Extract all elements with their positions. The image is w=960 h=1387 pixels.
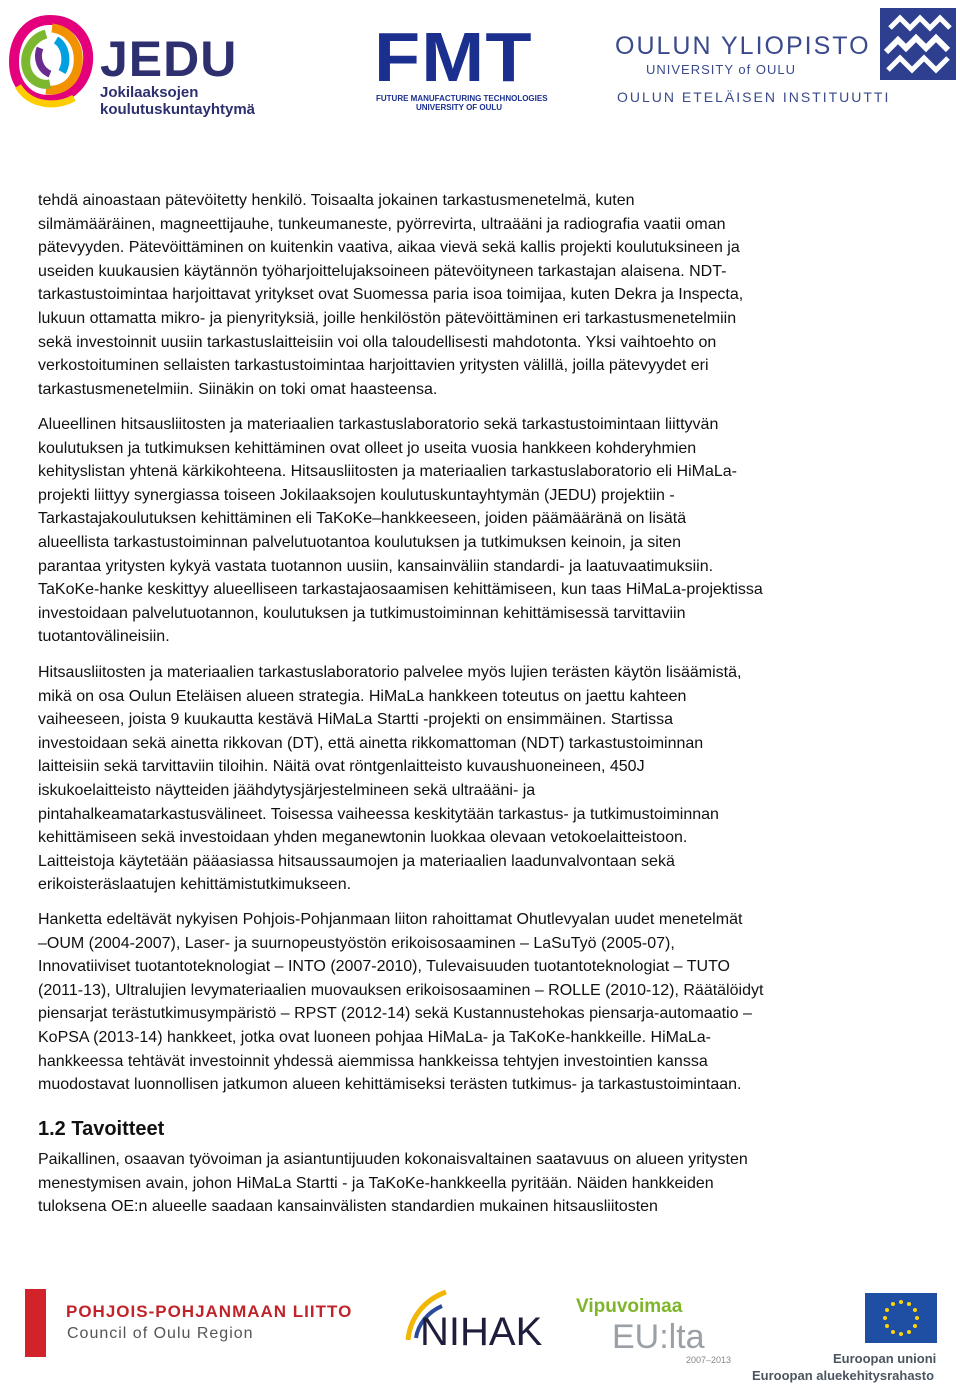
ppl-red-bar-icon xyxy=(25,1289,46,1357)
paragraph-4 xyxy=(38,908,928,1097)
text-line: tarkastustoimintaa harjoittavat yritykset ovat Suomessa paria isoa toimijaa, kuten Dekra ja Inspecta, xyxy=(38,286,744,304)
text-line: –OUM (2004-2007), Laser- ja suurnopeustyöstön erikoisosaaminen – LaSuTyö (2005-07), xyxy=(38,934,675,952)
text-line: investoidaan sekä ainetta rikkovan (DT), että ainetta rikkomattoman (NDT) tarkastustoiminnan xyxy=(38,734,704,752)
text-line: pätevyyden. Pätevöittäminen on kuitenkin vaativa, aikaa vievä sekä kallis projekti koulutuksineen ja xyxy=(38,239,740,257)
oulu-logo-sub: UNIVERSITY of OULU xyxy=(646,62,796,77)
text-line: tuloksena OE:n alueelle saadaan kansainvälisten standardien mukainen hitsausliitosten xyxy=(38,1198,658,1216)
text-line: hankkeessa tehtävät investoinnit yhdessä aiemmissa hankkeissa tehtyjen investointien kanssa xyxy=(38,1052,708,1070)
text-line: piensarjat terästutkimusympäristö – RPST (2012-14) sekä Kustannustehokas piensarja-automaatio – xyxy=(38,1005,752,1023)
text-line: mikä on osa Oulun Eteläisen alueen strategia. HiMaLa hankkeen toteutus on jaettu kahteen xyxy=(38,687,687,705)
paragraph-2 xyxy=(38,413,928,649)
text-line: investoidaan palvelutuotannon, koulutuksen ja tutkimustoiminnan kehittämisessä tarvittaviin xyxy=(38,604,686,622)
text-line: (2011-13), Ultralujien levymateriaalien muovauksen erikoisosaaminen – ROLLE (2010-12), Räätälöidyt xyxy=(38,981,764,999)
fmt-logo-sub2: UNIVERSITY OF OULU xyxy=(416,103,503,112)
eu-logo-name: Euroopan unioni xyxy=(833,1351,937,1366)
text-line: Innovatiiviset tuotantoteknologiat – INTO (2007-2010), Tulevaisuuden tuotantoteknologiat – TUTO xyxy=(38,958,730,976)
text-line: koulutuksen ja tutkimuksen kehittäminen ovat olleet jo useita vuosia hankkeen kohderyhmien xyxy=(38,439,697,457)
ppl-logo-name: POHJOIS-POHJANMAAN LIITTO xyxy=(66,1302,353,1321)
jedu-emblem-icon xyxy=(6,14,94,110)
text-line: muodostavat luonnollisen jatkumon alueen kehittämiseksi terästen tutkimus- ja tarkastustoimintaan. xyxy=(38,1076,742,1094)
text-line: TaKoKe-hanke keskittyy alueelliseen tarkastajaosaamisen kehittämiseen, kun taas HiMaLa-projektissa xyxy=(38,581,763,599)
oulu-logo-name: OULUN YLIOPISTO xyxy=(615,32,871,60)
text-line: Laitteistoja käytetään pääasiassa hitsaussaumojen ja materiaalien laadunvalvontaan sekä xyxy=(38,852,675,870)
text-line: kehittämiseen sekä investoidaan yhden meganewtonin luokkaa olevaan vetokoelaitteistoon. xyxy=(38,829,688,847)
text-line: projekti liittyy synergiassa toiseen Jokilaaksojen koulutuskuntayhtymän (JEDU) projektiin - xyxy=(38,486,675,504)
text-line: Hitsausliitosten ja materiaalien tarkastuslaboratorio palvelee myös lujien terästen käytön lisäämistä, xyxy=(38,664,742,681)
paragraph-1 xyxy=(38,189,928,401)
fmt-logo-sub1: FUTURE MANUFACTURING TECHNOLOGIES xyxy=(376,94,548,103)
text-line: alueellista tarkastustoiminnan palvelutuotantoa koulutuksen ja tutkimuksen keinoin, ja siten xyxy=(38,533,682,551)
fmt-logo-name: FMT xyxy=(374,18,533,96)
text-line: Alueellinen hitsausliitosten ja materiaalien tarkastuslaboratorio sekä tarkastustoimintaan liittyvän xyxy=(38,416,719,433)
text-line: lukuun ottamatta mikro- ja pienyrityksiä, joille henkilöstön pätevöittäminen eri tarkastusmenetelmiin xyxy=(38,309,737,327)
jedu-logo-sub1: Jokilaaksojen xyxy=(100,84,199,101)
text-line: tarkastusmenetelmiin. Siinäkin on toki omat haasteensa. xyxy=(38,380,438,398)
paragraph-3 xyxy=(38,661,928,897)
text-line: useiden kuukausien käytännön työharjoittelujaksoineen pätevöityneen tarkastajan alaisena. NDT- xyxy=(38,262,727,280)
nihak-logo-name: NIHAK xyxy=(420,1310,543,1354)
text-line: Hanketta edeltävät nykyisen Pohjois-Pohjanmaan liiton rahoittamat Ohutlevyalan uudet menetelmät xyxy=(38,911,743,928)
text-line: tuotantovälineisiin. xyxy=(38,628,170,646)
text-line: sekä investoinnit uusiin tarkastuslaitteisiin voi olla taloudellisesti mahdotonta. Yksi vaihtoehto on xyxy=(38,333,717,351)
ppl-logo-sub: Council of Oulu Region xyxy=(67,1325,254,1342)
eu-logo-fund: Euroopan aluekehitysrahasto xyxy=(752,1368,935,1383)
text-line: parantaa yritysten kykyä vastata tuotannon uusiin, kansainväliin standardi- ja laatuvaatimuksiin. xyxy=(38,557,714,575)
section-heading: 1.2 Tavoitteet xyxy=(38,1118,165,1140)
oulu-emblem-icon xyxy=(880,8,956,80)
vipuvoimaa-logo-name: Vipuvoimaa xyxy=(576,1296,683,1317)
text-line: tehdä ainoastaan pätevöitetty henkilö. Toisaalta jokainen tarkastusmenetelmä, kuten xyxy=(38,192,635,209)
text-line: iskukoelaitteisto näytteiden jäähdytysjärjestelmineen sekä ultraääni- ja xyxy=(38,781,536,799)
text-line: silmämääräinen, magneettijauhe, tunkeumaneste, pyörrevirta, ultraääni ja radiografia vaatii oman xyxy=(38,215,726,233)
jedu-logo-sub2: koulutuskuntayhtymä xyxy=(100,101,256,118)
text-line: laitteisiin sekä tarvittaviin tiloihin. Näitä ovat röntgenlaitteisto kuvaushuoneineen, 450J xyxy=(38,758,645,776)
vipuvoimaa-eu-text: EU:lta xyxy=(612,1318,705,1356)
text-line: pintahalkeamatarkastusvälineet. Toisessa vaiheessa keskitytään tarkastus- ja tutkimustoiminnan xyxy=(38,805,719,823)
oulu-institute-name: OULUN ETELÄISEN INSTITUUTTI xyxy=(617,89,891,105)
vipuvoimaa-years: 2007–2013 xyxy=(686,1355,732,1365)
text-line: vaiheeseen, joista 9 kuukautta kestävä HiMaLa Startti -projekti on ensimmäinen. Startissa xyxy=(38,711,673,729)
text-line: KoPSA (2013-14) hankkeet, jotka ovat luoneen pohjaa HiMaLa- ja TaKoKe-hankkeille. HiMaLa- xyxy=(38,1028,711,1046)
eu-flag-icon xyxy=(865,1293,937,1343)
text-line: menestymisen avain, johon HiMaLa Startti - ja TaKoKe-hankkeella pyritään. Näiden hankkeiden xyxy=(38,1174,714,1192)
text-line: erikoisteräslaatujen kehittämistutkimukseen. xyxy=(38,876,352,894)
text-line: Tarkastajakoulutuksen kehittäminen eli TaKoKe–hankkeeseen, joiden päämääränä on lisätä xyxy=(38,510,687,528)
text-line: Paikallinen, osaavan työvoiman ja asiantuntijuuden kokonaisvaltainen saatavuus on alueen yritysten xyxy=(38,1151,748,1168)
text-line: verkostoituminen sellaisten tarkastustoimintaa harjoittavien yritysten välillä, joilla pätevyydet eri xyxy=(38,357,709,375)
text-line: kehityslistan yhtenä kärkikohteena. Hitsausliitosten ja materiaalien tarkastuslaboratorio eli HiMaLa- xyxy=(38,463,738,481)
jedu-logo-name: JEDU xyxy=(100,31,238,87)
paragraph-5 xyxy=(38,1148,928,1219)
